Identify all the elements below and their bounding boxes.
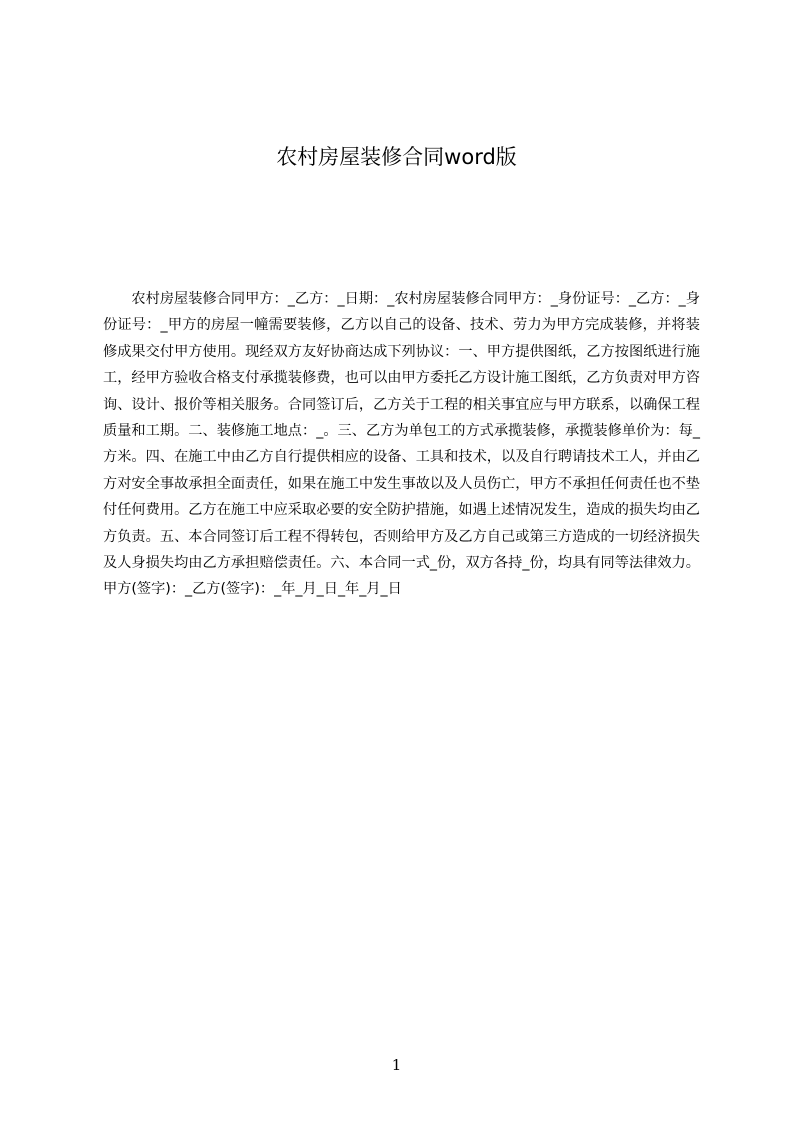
document-title: 农村房屋装修合同word版: [276, 145, 517, 169]
page-number: 1: [391, 1056, 402, 1074]
document-body: 农村房屋装修合同甲方：_乙方：_日期：_农村房屋装修合同甲方：_身份证号：_乙方：_身份证号：_甲方的房屋一幢需要装修，乙方以自己的设备、技术、劳力为甲方完成装修，并将装修成果交付甲方使用。现经双方友好协商达成下列协议：一、甲方提供图纸，乙方按图纸进行施工，经甲方验收合格支付承揽装修费，也可以由甲方委托乙方设计施工图纸，乙方负责对甲方咨询、设计、报价等相关服务。合同签订后，乙方关于工程的相关事宜应与甲方联系，以确保工程质量和工期。二、装修施工地点：_。三、乙方为单包工的方式承揽装修，承揽装修单价为：每_方米。四、在施工中由乙方自行提供相应的设备、工具和技术，以及自行聘请技术工人，并由乙方对安全事故承担全面责任，如果在施工中发生事故以及人员伤亡，甲方不承担任何责任也不垫付任何费用。乙方在施工中应采取必要的安全防护措施，如遇上述情况发生，造成的损失均由乙方负责。五、本合同签订后工程不得转包，否则给甲方及乙方自己或第三方造成的一切经济损失及人身损失均由乙方承担赔偿责任。六、本合同一式_份，双方各持_份，均具有同等法律效力。甲方(签字)：_乙方(签字)：_年_月_日_年_月_日: [103, 291, 700, 598]
